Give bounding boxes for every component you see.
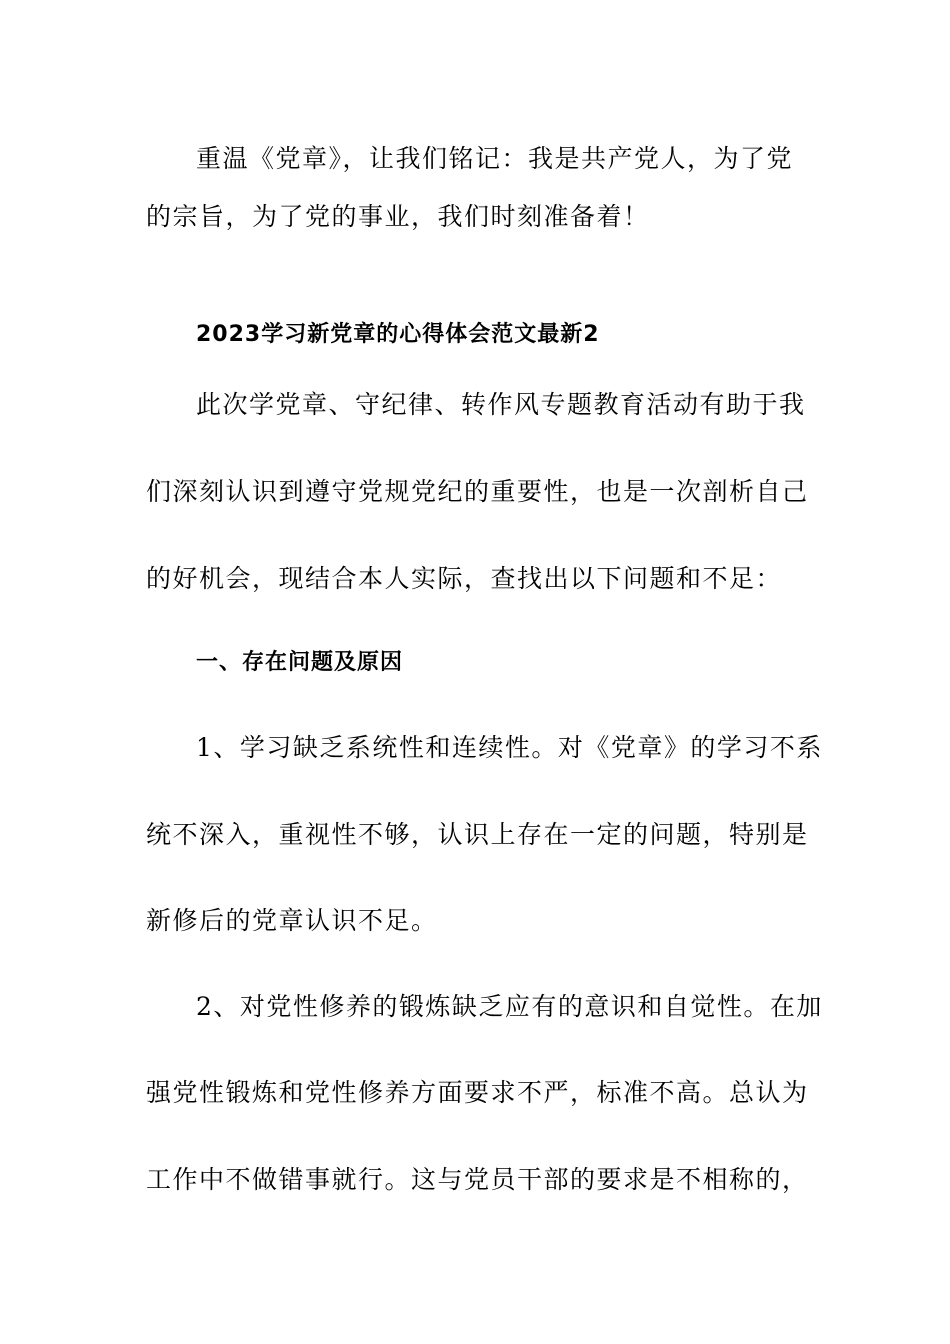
paragraph-line: 的宗旨，为了党的事业，我们时刻准备着！ [146,202,650,231]
paragraph-line: 2、对党性修养的锻炼缺乏应有的意识和自觉性。在加 [196,992,823,1021]
paragraph-line: 1、学习缺乏系统性和连续性。对《党章》的学习不系 [196,733,823,762]
paragraph-line: 们深刻认识到遵守党规党纪的重要性，也是一次剖析自己 [146,477,809,506]
paragraph-line: 的好机会，现结合本人实际，查找出以下问题和不足： [146,564,783,593]
subsection-heading: 一、存在问题及原因 [196,650,404,675]
paragraph-line: 工作中不做错事就行。这与党员干部的要求是不相称的， [146,1165,809,1194]
paragraph-line: 重温《党章》，让我们铭记：我是共产党人，为了党 [196,144,794,173]
paragraph-line: 统不深入，重视性不够，认识上存在一定的问题，特别是 [146,820,809,849]
paragraph-line: 强党性锻炼和党性修养方面要求不严，标准不高。总认为 [146,1078,809,1107]
section-title: 2023学习新党章的心得体会范文最新2 [196,322,600,347]
paragraph-line: 新修后的党章认识不足。 [146,906,438,935]
paragraph-line: 此次学党章、守纪律、转作风专题教育活动有助于我 [196,390,806,419]
